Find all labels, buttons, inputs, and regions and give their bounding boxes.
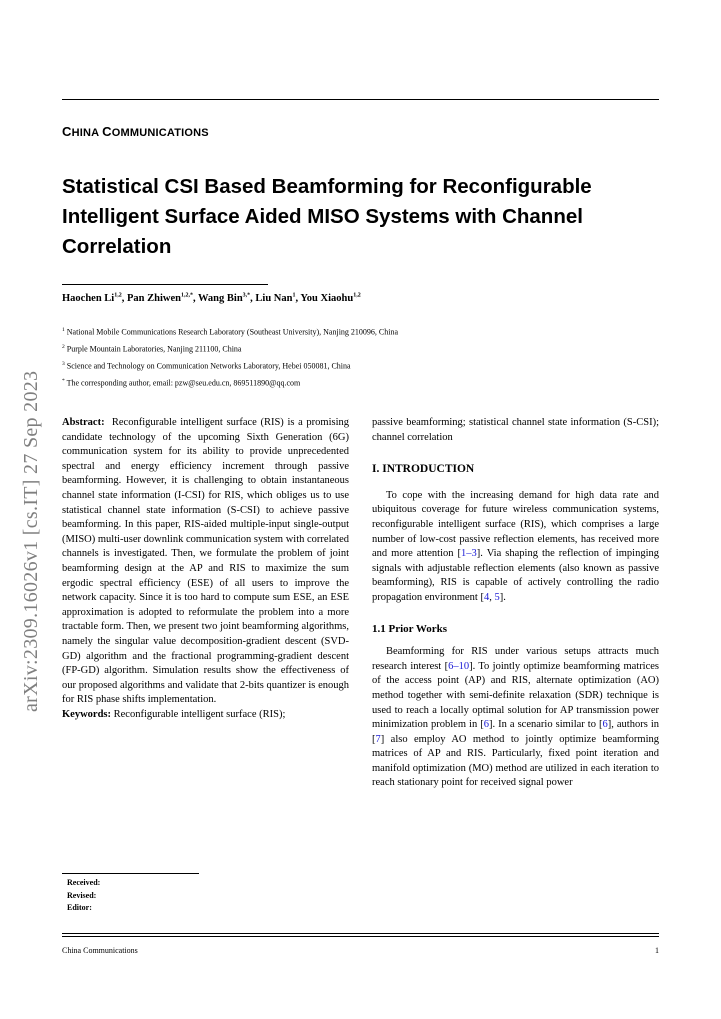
section-heading: I. INTRODUCTION xyxy=(372,463,475,476)
author: Pan Zhiwen$^{1,2,*}$, xyxy=(126,292,199,304)
affiliation: $^3$ Science and Technology on Communication Networks Laboratory, Hebei 050081, China xyxy=(62,361,351,371)
arxiv-stamp: arXiv:2309.16026v1 [cs.IT] 27 Sep 2023 xyxy=(20,370,42,712)
citation-link[interactable]: 5 xyxy=(494,591,500,603)
right-column xyxy=(372,416,659,791)
received-info: Received: Revised: Editor: xyxy=(67,878,101,912)
header-rule xyxy=(62,99,659,100)
paper-title: Statistical CSI Based Beamforming for Reconfigurable Intelligent Surface Aided MISO Systems with Channel Correlation xyxy=(62,175,592,258)
subsection-heading: 1.1 Prior Works xyxy=(372,622,448,635)
footnote-rule xyxy=(62,873,199,874)
citation-link[interactable]: 6 xyxy=(602,719,608,731)
footer-journal: China Communications xyxy=(62,946,138,955)
author-list xyxy=(62,292,361,304)
title-rule xyxy=(62,284,268,285)
author: You Xiaohu$^{1,2}$ xyxy=(300,292,361,304)
affiliation: $^1$ National Mobile Communications Research Laboratory (Southeast University), Nanjing 210096, China xyxy=(62,327,399,337)
affiliations xyxy=(62,323,398,392)
keywords: Keywords: Reconfigurable intelligent surface (RIS); xyxy=(62,708,286,720)
page-number: 1 xyxy=(655,946,659,955)
author: Liu Nan$^1$, xyxy=(255,292,301,304)
affiliation: $^2$ Purple Mountain Laboratories, Nanjing 211100, China xyxy=(62,344,242,354)
abstract: Abstract: Reconfigurable intelligent surface (RIS) is a promising candidate technology of the upcoming Sixth Generation (6G) communication system for its ability to provide unprecedented spectral and energy efficiency increment through passive beamforming. However, it is challenging to obtain instantaneous channel state information (I-CSI) for RIS, which obliges us to use statistical channel state information (S-CSI) to achieve passive beamforming. In this paper, RIS-aided multiple-input single-output (MISO) multi-user downlink communication system with correlated channels is investigated. Then, we formulate the problem of joint beamforming design at the AP and RIS to maximize the sum ergodic spectral efficiency (ESE) of all users to improve the network capacity. Since it is too hard to compute sum ESE, an ESE approximation is adopted to reformulate the problem into a more tractable form. Then, we present two joint beamforming algorithms, namely the singular value decomposition-gradient descent (SVD-GD) algorithm and the fractional programming-gradient descent (FP-GD) algorithm. Simulation results show the effectiveness of our proposed algorithms and validate that 2-bits quantizer is enough for RIS phase shifts implementation. xyxy=(62,417,349,706)
footer-rule xyxy=(62,936,659,937)
left-column xyxy=(62,416,349,722)
footer-rule xyxy=(62,933,659,934)
paragraph: Beamforming for RIS under various setups attracts much research interest [6–10]. To jointly optimize beamforming matrices of the access point (AP) and RIS, alternate optimization (AO) method together with semi-definite relaxation (SDR) technique is used to reach a locally optimal solution for AP transmission power minimization problem in [6]. In a scenario similar to [6], authors in [7] also employ AO method to jointly optimize beamforming matrices of AP and RIS. Particularly, fixed point iteration and manifold optimization (MO) method are utilized in each iteration to reach stationary point for received signal power xyxy=(372,646,660,789)
citation-link[interactable]: 7 xyxy=(375,733,381,745)
keywords-continued: passive beamforming; statistical channel state information (S-CSI); channel correlation xyxy=(372,417,659,443)
affiliation: * The corresponding author, email: pzw@seu.edu.cn, 869511890@qq.com xyxy=(62,378,301,389)
citation-link[interactable]: 4 xyxy=(483,591,490,603)
paragraph: To cope with the increasing demand for high data rate and ubiquitous coverage for future wireless communication systems, reconfigurable intelligent surface (RIS), which comprises a large number of low-cost passive reflection elements, has received more and more attention [1–3]. Via shaping the reflection of impinging signals with adjustable reflection elements (also known as passive beamforming), RIS is capable of actively controlling the radio propagation environment [4, 5]. xyxy=(372,489,659,603)
citation-link[interactable]: 6 xyxy=(483,719,489,731)
citation-link[interactable]: 6–10 xyxy=(448,660,470,672)
journal-name: CHINA COMMUNICATIONS xyxy=(62,124,209,139)
author: Wang Bin$^{3,*}$, xyxy=(198,292,256,304)
citation-link[interactable]: 1–3 xyxy=(461,548,477,560)
author: Haochen Li$^{1,2}$, xyxy=(62,292,127,304)
